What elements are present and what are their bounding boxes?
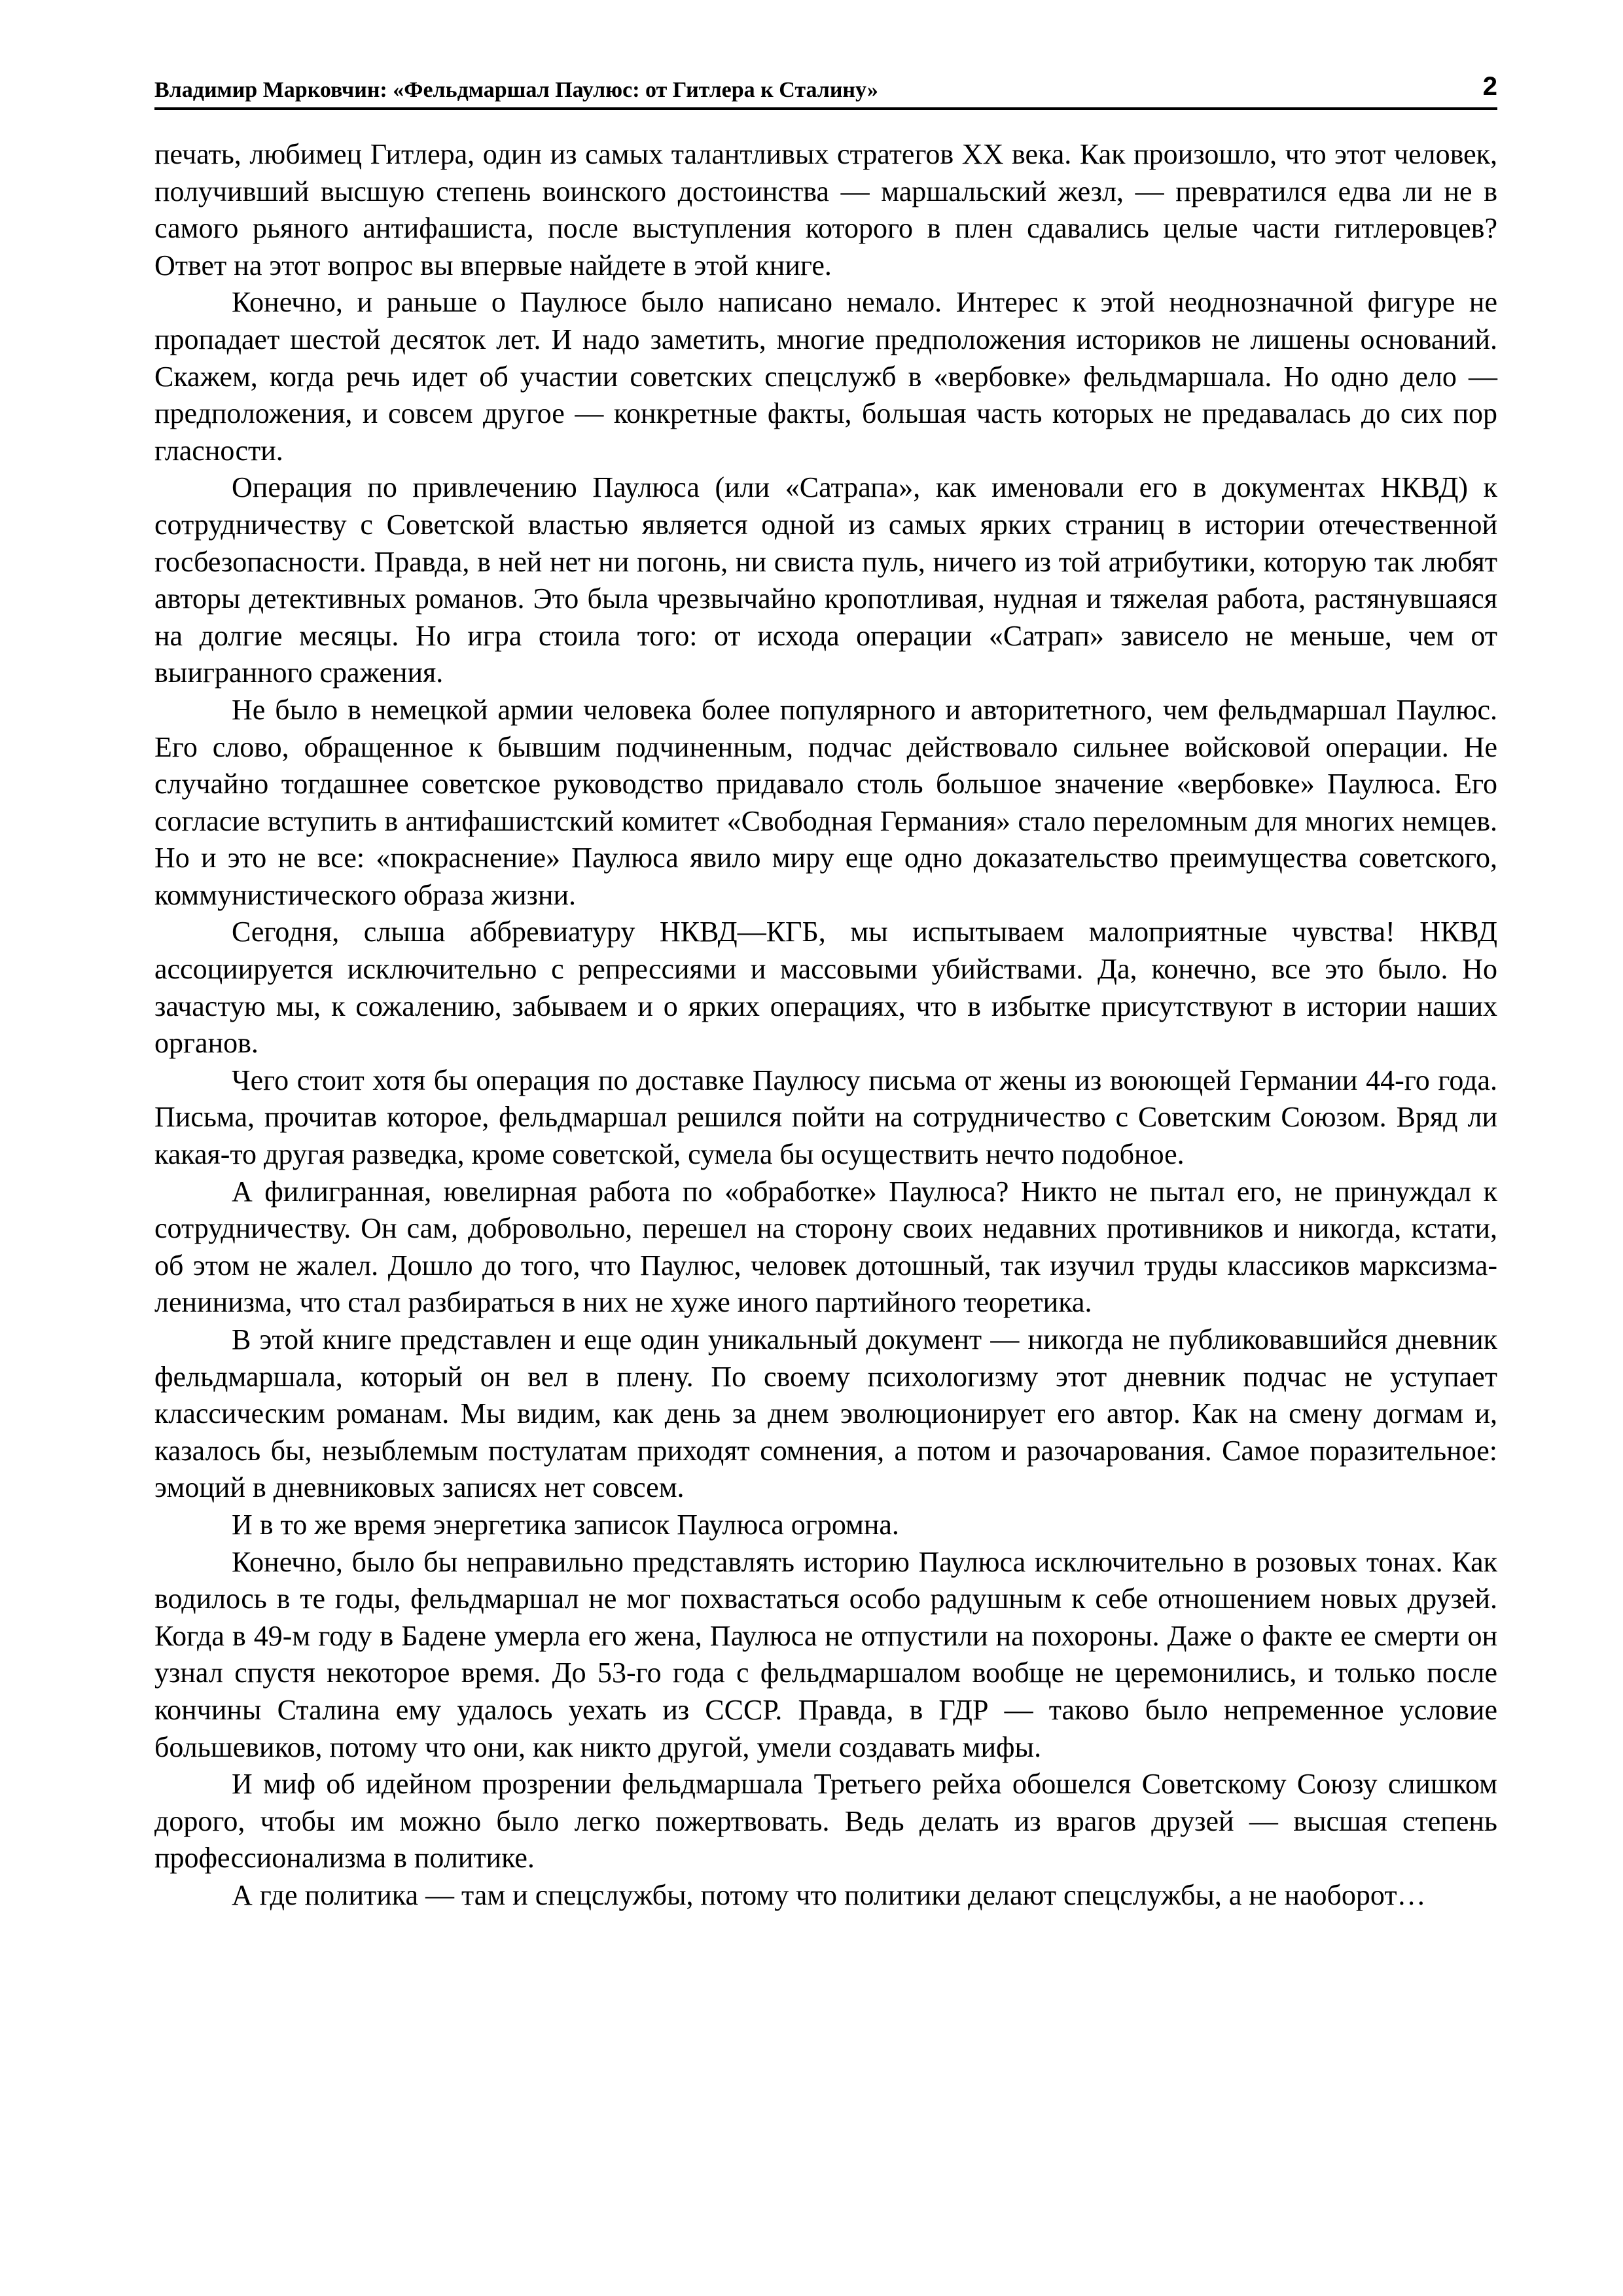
running-header [154, 73, 1497, 110]
paragraph: А филигранная, ювелирная работа по «обработке» Паулюса? Никто не пытал его, не принуждал к сотрудничеству. Он сам, добровольно, перешел на сторону своих недавних противников и никогда, кстати, об этом не жалел. Дошло до того, что Паулюс, человек дотошный, так изучил труды классиков марксизма-ленинизма, что стал разбираться в них не хуже иного партийного теоретика. [154, 1175, 1497, 1319]
body-text [154, 136, 1497, 1914]
paragraph: Не было в немецкой армии человека более популярного и авторитетного, чем фельдмаршал Паулюс. Его слово, обращенное к бывшим подчиненным, подчас действовало сильнее войсковой операции. Не случайно тогдашнее советское руководство придавало столь большое значение «вербовке» Паулюса. Его согласие вступить в антифашистский комитет «Свободная Германия» стало переломным для многих немцев. Но и это не все: «покраснение» Паулюса явило миру еще одно доказательство преимущества советского, коммунистического образа жизни. [154, 693, 1497, 911]
paragraph: В этой книге представлен и еще один уникальный документ — никогда не публиковавшийся дневник фельдмаршала, который он вел в плену. По своему психологизму этот дневник подчас не уступает классическим романам. Мы видим, как день за днем эволюционирует его автор. Как на смену догмам и, казалось бы, незыблемым постулатам приходят сомнения, а потом и разочарования. Самое поразительное: эмоций в дневниковых записях нет совсем. [154, 1323, 1497, 1504]
paragraph: Операция по привлечению Паулюса (или «Сатрапа», как именовали его в документах НКВД) к сотрудничеству с Советской властью является одной из самых ярких страниц в истории отечественной госбезопасности. Правда, в ней нет ни погонь, ни свиста пуль, ничего из той атрибутики, которую так любят авторы детективных романов. Это была чрезвычайно кропотливая, нудная и тяжелая работа, растянувшаяся на долгие месяцы. Но игра стоила того: от исхода операции «Сатрап» зависело не меньше, чем от выигранного сражения. [154, 471, 1497, 689]
paragraph: печать, любимец Гитлера, один из самых талантливых стратегов XX века. Как произошло, что этот человек, получивший высшую степень воинского достоинства — маршальский жезл, — превратился едва ли не в самого рьяного антифашиста, после выступления которого в плен сдавались целые части гитлеровцев? Ответ на этот вопрос вы впервые найдете в этой книге. [154, 138, 1497, 281]
paragraph: Конечно, и раньше о Паулюсе было написано немало. Интерес к этой неоднозначной фигуре не пропадает шестой десяток лет. И надо заметить, многие предположения историков не лишены оснований. Скажем, когда речь идет об участии советских спецслужб в «вербовке» фельдмаршала. Но одно дело — предположения, и совсем другое — конкретные факты, большая часть которых не предавалась до сих пор гласности. [154, 286, 1497, 467]
paragraph: Сегодня, слыша аббревиатуру НКВД—КГБ, мы испытываем малоприятные чувства! НКВД ассоциируется исключительно с репрессиями и массовыми убийствами. Да, конечно, все это было. Но зачастую мы, к сожалению, забываем и о ярких операциях, что в избытке присутствуют в истории наших органов. [154, 916, 1497, 1060]
header-title: Владимир Марковчин: «Фельдмаршал Паулюс: от Гитлера к Сталину» [154, 78, 878, 102]
paragraph: Чего стоит хотя бы операция по доставке Паулюсу письма от жены из воюющей Германии 44-го года. Письма, прочитав которое, фельдмаршал решился пойти на сотрудничество с Советским Союзом. Вряд ли какая-то другая разведка, кроме советской, сумела бы осуществить нечто подобное. [154, 1064, 1497, 1171]
paragraph: И миф об идейном прозрении фельдмаршала Третьего рейха обошелся Советскому Союзу слишком дорого, чтобы им можно было легко пожертвовать. Ведь делать из врагов друзей — высшая степень профессионализма в политике. [154, 1768, 1497, 1874]
page-number: 2 [1482, 72, 1497, 101]
paragraph: Конечно, было бы неправильно представлять историю Паулюса исключительно в розовых тонах. Как водилось в те годы, фельдмаршал не мог похвастаться особо радушным к себе отношением новых друзей. Когда в 49-м году в Бадене умерла его жена, Паулюса не отпустили на похороны. Даже о факте ее смерти он узнал спустя некоторое время. До 53-го года с фельдмаршалом вообще не церемонились, и только после кончины Сталина ему удалось уехать из СССР. Правда, в ГДР — таково было непременное условие большевиков, потому что они, как никто другой, умели создавать мифы. [154, 1545, 1497, 1763]
paragraph: А где политика — там и спецслужбы, потому что политики делают спецслужбы, а не наоборот… [232, 1878, 1426, 1911]
paragraph: И в то же время энергетика записок Паулюса огромна. [232, 1508, 899, 1541]
